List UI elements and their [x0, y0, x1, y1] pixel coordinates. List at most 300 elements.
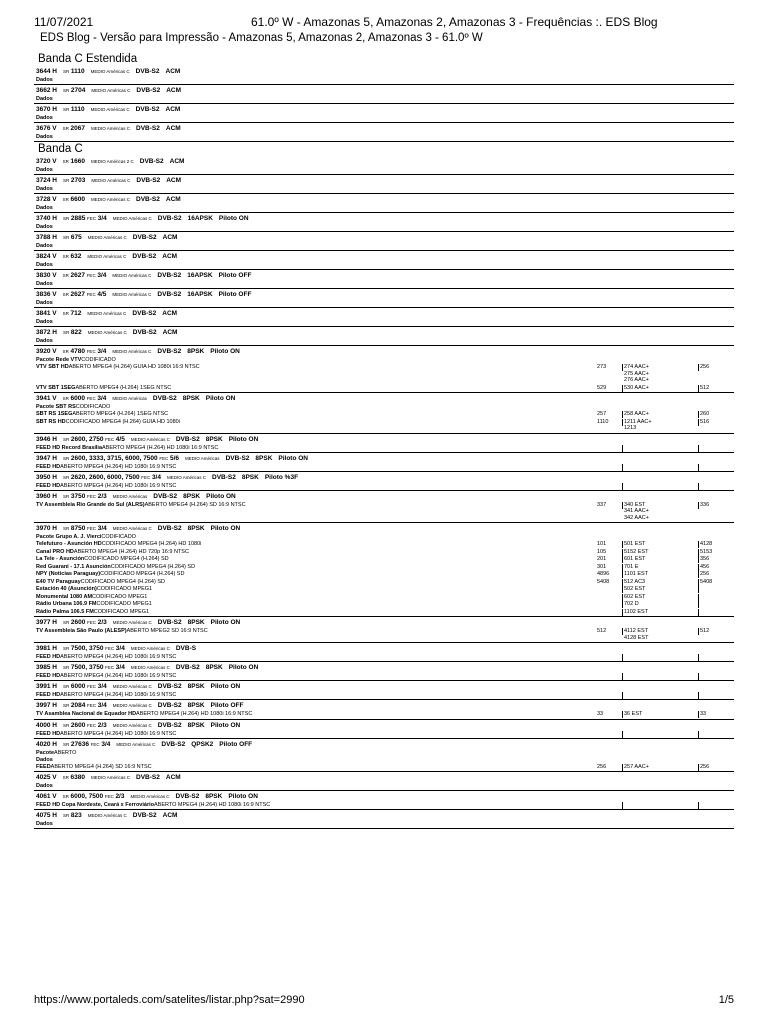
fec-value: 3/4: [97, 683, 107, 690]
channel-info: CODIFICADO MPEG4 (H.264) GUIA HD 1080i: [65, 418, 180, 425]
channel-name: Rádio Palma 106.5 FM: [36, 608, 94, 615]
column-divider: [622, 483, 623, 490]
audio-pids: [624, 564, 638, 571]
audio-pid: 276 AAC+: [624, 377, 649, 383]
symbol-rate: 1110: [70, 68, 85, 75]
transponder-frequency: 3977 H: [36, 619, 57, 626]
transponder-frequency: 3947 H: [36, 454, 57, 462]
pcr-pid: 356: [700, 556, 710, 562]
channel-name: Pacote Rede VTV: [36, 357, 82, 363]
transponder-entry: [34, 393, 734, 434]
column-divider: [622, 586, 623, 593]
column-divider: [698, 586, 699, 593]
channel-name: E40 TV Paraguay: [36, 578, 81, 585]
fec-value: 3/4: [97, 395, 107, 402]
delivery-system: DVB-S2: [136, 196, 160, 203]
modulation: 8PSK: [187, 348, 205, 355]
fec-value: 3/4: [97, 702, 107, 709]
channel-info: CODIFICADO MPEG4 (H.264) SD: [110, 563, 196, 570]
channel-info: CODIFICADO MPEG4 (H.264) HD 1080i: [101, 541, 202, 547]
modulation: QPSK2: [191, 740, 214, 748]
channel-info: ABERTO MPEG4 (H.264) 1SEG NTSC: [75, 384, 172, 391]
column-divider: [698, 594, 699, 601]
fec-value: 2/3: [97, 492, 107, 500]
transponder-header: [34, 453, 734, 464]
transponder-entry: [34, 289, 734, 308]
channel-row: [34, 586, 734, 594]
modulation: 8PSK: [187, 721, 205, 729]
modulation: ACM: [162, 329, 178, 336]
transponder-entry: [34, 175, 734, 194]
delivery-system: DVB-S2: [132, 234, 157, 241]
column-divider: [698, 571, 699, 578]
transponder-entry: [34, 491, 734, 524]
column-divider: [622, 764, 623, 771]
column-divider: [622, 802, 623, 809]
sr-label: SR: [62, 197, 69, 202]
transponder-frequency: 3724 H: [36, 177, 57, 184]
channel-row: [34, 579, 734, 587]
channel-name: FEED HD: [36, 654, 61, 660]
modulation: ACM: [165, 125, 181, 132]
video-pid: 256: [597, 763, 607, 770]
channel-name: Dados: [36, 281, 53, 287]
channel-name: Pacote Grupo A. J. Vierci: [36, 534, 102, 540]
channel-row: [34, 802, 734, 809]
pcr-pid: 336: [700, 501, 710, 508]
transponder-header: [34, 308, 734, 319]
modulation: 16APSK: [187, 291, 213, 298]
channel-name: Dados: [36, 77, 53, 83]
channel-name: Dados: [36, 319, 53, 325]
beam: MEDIO Américas C: [116, 741, 156, 747]
transponder-header: [34, 720, 734, 731]
symbol-rate: 1110: [70, 106, 85, 113]
pcr-pid: 256: [700, 364, 710, 370]
column-divider: [622, 541, 623, 548]
channel-row: [34, 757, 734, 764]
delivery-system: DVB-S2: [212, 473, 236, 481]
channel-row: [34, 628, 734, 642]
column-divider: [698, 483, 699, 490]
audio-pids: [624, 711, 642, 718]
pcr-pid: 33: [700, 711, 707, 717]
modulation: ACM: [165, 68, 181, 75]
modulation: 8PSK: [187, 619, 205, 626]
video-pid: 529: [597, 384, 607, 391]
symbol-rate: 675: [70, 234, 82, 241]
symbol-rate: 2627: [70, 272, 86, 279]
channel-row: [34, 821, 734, 828]
transponder-frequency: 3872 H: [36, 329, 57, 336]
transponder-entry: [34, 213, 734, 232]
modulation: 8PSK: [187, 683, 205, 690]
channel-info: CODIFICADO MPEG4 (H.264) SD: [100, 571, 185, 577]
transponder-header: [34, 213, 734, 224]
transponder-entry: [34, 327, 734, 346]
transponder-header: [34, 327, 734, 338]
fec-label: FEC: [141, 474, 151, 480]
beam: MEDIO Américas C: [112, 292, 152, 297]
channel-info: CODIFICADO MPEG4 (H.264) SD: [84, 556, 169, 562]
pcr-pid: 512: [700, 628, 710, 634]
modulation: 8PSK: [205, 435, 223, 443]
symbol-rate: 2600, 2750: [70, 435, 104, 443]
audio-pid: 340 EST: [624, 501, 646, 508]
beam: MEDIO Américas C: [130, 646, 170, 651]
channel-row: [34, 319, 734, 326]
fec-value: 3/4: [101, 740, 111, 748]
transponder-frequency: 3997 H: [36, 702, 57, 709]
transponder-entry: [34, 308, 734, 327]
channel-row: [34, 445, 734, 452]
channel-name: Red Guarani - 17.1 Asunción: [36, 563, 111, 570]
transponder-frequency: 3960 H: [36, 492, 57, 500]
pcr-pid: 260: [700, 411, 710, 417]
modulation: ACM: [165, 774, 181, 781]
channel-row: [34, 731, 734, 738]
channel-name: Rádio Urbana 106.9 FM: [36, 601, 97, 607]
sr-label: SR: [62, 665, 70, 670]
transponder-entry: [34, 104, 734, 123]
column-divider: [698, 556, 699, 563]
beam: MEDIO Américas C: [112, 684, 152, 689]
sr-label: SR: [62, 813, 70, 818]
symbol-rate: 712: [70, 310, 82, 317]
channel-info: ABERTO MPEG4 (H.264) GUIA HD 1080i 16:9 NTSC: [68, 364, 200, 370]
fec-value: 4/5: [97, 291, 107, 298]
sr-label: SR: [62, 330, 70, 335]
transponder-entry: [34, 643, 734, 662]
pcr-pid: 456: [700, 563, 710, 570]
column-divider: [622, 579, 623, 586]
pcr-pid: 256: [700, 763, 710, 770]
page-number: 1/5: [718, 994, 734, 1006]
modulation: ACM: [162, 812, 178, 819]
channel-row: [34, 711, 734, 719]
channel-name: Estación 40 (Asunción): [36, 586, 97, 592]
fec-label: FEC: [87, 620, 97, 625]
transponder-frequency: 4020 H: [36, 740, 57, 748]
modulation: ACM: [165, 106, 181, 113]
symbol-rate: 6380: [70, 774, 86, 781]
channel-name: Telefuturo - Asunción HD: [36, 541, 102, 547]
modulation: 8PSK: [187, 702, 205, 709]
channel-name: FEED: [36, 763, 51, 770]
delivery-system: DVB-S2: [136, 177, 161, 184]
modulation: 8PSK: [187, 525, 205, 532]
fec-label: FEC: [86, 349, 96, 354]
transponder-header: [34, 472, 734, 483]
channel-name: FEED HD Record Brasília: [36, 444, 103, 451]
audio-pid: 342 AAC+: [624, 514, 649, 521]
fec-label: FEC: [159, 455, 169, 461]
channel-row: [34, 411, 734, 419]
transponder-header: [34, 104, 734, 115]
video-pid: 105: [597, 548, 607, 555]
fec-value: 3/4: [115, 664, 125, 671]
transponder-frequency: 3950 H: [36, 473, 57, 481]
section-heading: Banda C: [38, 143, 83, 155]
transponder-entry: [34, 700, 734, 720]
symbol-rate: 4780: [70, 348, 86, 355]
transponder-frequency: 3670 H: [36, 106, 57, 113]
audio-pid: 258 AAC+: [624, 411, 649, 417]
sr-label: SR: [62, 620, 70, 625]
fec-value: 3/4: [151, 473, 161, 481]
channel-row: [34, 134, 734, 141]
channel-row: [34, 609, 734, 617]
channel-row: [34, 464, 734, 471]
symbol-rate: 6600: [70, 196, 86, 203]
channel-info: CODIFICADO MPEG1: [93, 608, 150, 615]
column-divider: [698, 541, 699, 548]
transponder-entry: [34, 66, 734, 85]
column-divider: [622, 711, 623, 718]
delivery-system: DVB-S2: [157, 215, 182, 222]
transponder-header: [34, 791, 734, 802]
beam: MEDIO Américas C: [166, 474, 206, 480]
column-divider: [622, 673, 623, 680]
audio-pids: [624, 541, 645, 548]
column-divider: [622, 571, 623, 578]
channel-row: [34, 502, 734, 523]
video-pid: 257: [597, 411, 607, 417]
transponder-frequency: 3946 H: [36, 435, 57, 443]
transponder-frequency: 3991 H: [36, 683, 57, 690]
sr-label: SR: [62, 349, 69, 354]
modulation: ACM: [169, 158, 185, 165]
transponder-frequency: 3662 H: [36, 87, 57, 94]
modulation: 8PSK: [205, 664, 223, 671]
audio-pid: 601 EST: [624, 556, 646, 562]
sr-label: SR: [62, 741, 70, 747]
channel-info: ABERTO MPEG4 (H.264) HD 720p 16:9 NTSC: [73, 548, 189, 555]
channel-row: [34, 541, 734, 549]
symbol-rate: 2703: [70, 177, 86, 184]
symbol-rate: 2067: [70, 125, 86, 132]
sr-label: SR: [62, 526, 70, 531]
beam: MEDIO Américas C: [112, 526, 152, 531]
delivery-system: DVB-S2: [132, 329, 157, 336]
pilot: Piloto ON: [210, 721, 241, 729]
delivery-system: DVB-S2: [161, 740, 186, 748]
channel-row: [34, 281, 734, 288]
audio-pid: 1213: [624, 425, 637, 431]
frequency-list: [34, 52, 734, 829]
column-divider: [622, 601, 623, 608]
modulation: 8PSK: [241, 473, 259, 481]
column-divider: [698, 601, 699, 608]
channel-name: VTV SBT HD: [36, 364, 69, 370]
print-date: 11/07/2021: [34, 15, 94, 29]
transponder-frequency: 3728 V: [36, 196, 57, 203]
pcr-pid: 4128: [700, 541, 713, 547]
symbol-rate: 2084: [70, 702, 86, 709]
sr-label: SR: [62, 474, 70, 480]
transponder-header: [34, 346, 734, 357]
audio-pid: 502 EST: [624, 586, 646, 592]
audio-pid: 701 E: [624, 563, 639, 570]
column-divider: [698, 464, 699, 471]
delivery-system: DVB-S2: [157, 525, 182, 532]
channel-name: TV Asamblea Nacional de Equador HD: [36, 711, 137, 717]
channel-name: Dados: [36, 115, 53, 121]
delivery-system: DVB-S2: [157, 683, 182, 690]
audio-pid: 530 AAC+: [624, 384, 649, 391]
delivery-system: DVB-S2: [225, 454, 250, 462]
channel-row: [34, 483, 734, 490]
fec-value: 3/4: [97, 272, 107, 279]
transponder-header: [34, 434, 734, 445]
transponder-entry: [34, 523, 734, 617]
beam: MEDIO Américas C: [87, 330, 127, 335]
audio-pids: [624, 628, 648, 641]
column-divider: [622, 556, 623, 563]
video-pid: 301: [597, 563, 607, 570]
delivery-system: DVB-S2: [157, 702, 182, 709]
transponder-frequency: 3841 V: [36, 310, 57, 317]
delivery-system: DVB-S2: [132, 812, 157, 819]
beam: MEDIO Américas C: [91, 126, 131, 131]
beam: MEDIO Américas C: [87, 813, 127, 818]
audio-pid: 702 D: [624, 601, 639, 607]
channel-name: Dados: [36, 243, 53, 249]
delivery-system: DVB-S2: [136, 774, 160, 781]
delivery-system: DVB-S2: [175, 435, 200, 443]
channel-info: ABERTO MPEG4 (H.264) HD 1080i 16:9 NTSC: [60, 482, 177, 489]
channel-row: [34, 364, 734, 385]
symbol-rate: 6000, 7500: [70, 793, 104, 800]
transponder-entry: [34, 662, 734, 681]
pilot: Piloto OFF: [210, 702, 244, 709]
transponder-header: [34, 772, 734, 783]
symbol-rate: 6000: [70, 683, 86, 690]
audio-pids: [624, 601, 639, 608]
symbol-rate: 823: [70, 812, 82, 819]
audio-pids: [624, 364, 649, 384]
transponder-frequency: 3981 H: [36, 645, 57, 652]
transponder-entry: [34, 472, 734, 491]
transponder-header: [34, 700, 734, 711]
modulation: ACM: [162, 253, 178, 260]
transponder-frequency: 4000 H: [36, 721, 57, 729]
beam: MEDIO Américas: [112, 396, 147, 401]
symbol-rate: 1660: [70, 158, 86, 165]
column-divider: [622, 731, 623, 738]
transponder-entry: [34, 251, 734, 270]
channel-info: ABERTO MPEG2 SD 16:9 NTSC: [126, 628, 208, 634]
sr-label: SR: [62, 722, 70, 728]
beam: MEDIO Américas C: [130, 665, 170, 670]
column-divider: [622, 654, 623, 661]
transponder-entry: [34, 681, 734, 700]
column-divider: [698, 445, 699, 452]
channel-name: Canal PRO HD: [36, 548, 74, 555]
transponder-frequency: 4025 V: [36, 774, 57, 781]
channel-info: ABERTO MPEG4 (H.264) SD 16:9 NTSC: [50, 763, 152, 770]
channel-info: CODIFICADO: [75, 404, 111, 410]
delivery-system: DVB-S2: [153, 492, 178, 500]
beam: MEDIO Américas C: [112, 722, 152, 728]
fec-label: FEC: [86, 396, 96, 401]
channel-row: [34, 357, 734, 364]
channel-row: [34, 654, 734, 661]
delivery-system: DVB-S2: [136, 87, 161, 94]
pcr-pid: 516: [700, 418, 710, 425]
audio-pid: 512 AC3: [624, 578, 646, 585]
audio-pid: 257 AAC+: [624, 763, 649, 770]
symbol-rate: 2600: [70, 619, 86, 626]
sr-label: SR: [62, 273, 69, 278]
transponder-header: [34, 85, 734, 96]
channel-row: [34, 692, 734, 699]
video-pid: 33: [597, 711, 604, 717]
channel-row: [34, 764, 734, 772]
modulation: 8PSK: [183, 492, 201, 500]
transponder-header: [34, 681, 734, 692]
symbol-rate: 2620, 2600, 6000, 7500: [70, 473, 140, 481]
pilot: Piloto ON: [210, 348, 240, 355]
channel-row: [34, 243, 734, 250]
channel-row: [34, 338, 734, 345]
column-divider: [698, 628, 699, 635]
beam: MEDIO Américas: [112, 493, 148, 499]
page-url[interactable]: https://www.portaleds.com/satelites/listar.php?sat=2990: [34, 994, 305, 1006]
page-title: EDS Blog - Versão para Impressão - Amazonas 5, Amazonas 2, Amazonas 3 - 61.0º W: [40, 32, 483, 44]
audio-pid: 1102 EST: [624, 608, 649, 615]
audio-pids: [624, 549, 648, 556]
symbol-rate: 2600, 3333, 3715, 6000, 7500: [70, 454, 158, 462]
delivery-system: DVB-S2: [157, 619, 182, 626]
print-footer: [34, 994, 734, 1008]
channel-info: ABERTO MPEG4 (H.264) HD 1080i 16:9 NTSC: [60, 673, 177, 679]
column-divider: [698, 802, 699, 809]
channel-info: ABERTO MPEG4 (H.264) HD 1080i 16:9 NTSC: [136, 711, 253, 717]
fec-value: 2/3: [97, 721, 107, 729]
beam: MEDIO Américas C: [91, 197, 131, 202]
channel-row: [34, 205, 734, 212]
symbol-rate: 2885: [70, 215, 86, 222]
transponder-header: [34, 156, 734, 167]
transponder-entry: [34, 739, 734, 773]
transponder-header: [34, 662, 734, 673]
sr-label: SR: [62, 455, 70, 461]
symbol-rate: 2600: [70, 721, 86, 729]
channel-name: NPY (Noticias Paraguay): [36, 571, 101, 577]
transponder-header: [34, 491, 734, 502]
fec-label: FEC: [87, 703, 97, 708]
audio-pids: [624, 502, 649, 522]
transponder-header: [34, 617, 734, 628]
sr-label: SR: [62, 396, 69, 401]
fec-label: FEC: [104, 794, 114, 799]
beam: MEDIO Américas C: [91, 88, 131, 93]
symbol-rate: 6000: [70, 395, 86, 402]
video-pid: 5408: [597, 578, 610, 585]
channel-name: Dados: [36, 167, 53, 173]
fec-value: 3/4: [115, 645, 125, 652]
symbol-rate: 7500, 3750: [70, 645, 104, 652]
transponder-frequency: 3720 V: [36, 158, 57, 165]
sr-label: SR: [62, 216, 70, 221]
fec-value: 2/3: [97, 619, 107, 626]
sr-label: SR: [62, 159, 69, 164]
transponder-frequency: 4061 V: [36, 793, 57, 800]
pilot: Piloto ON: [228, 435, 259, 443]
column-divider: [622, 464, 623, 471]
transponder-entry: [34, 791, 734, 810]
